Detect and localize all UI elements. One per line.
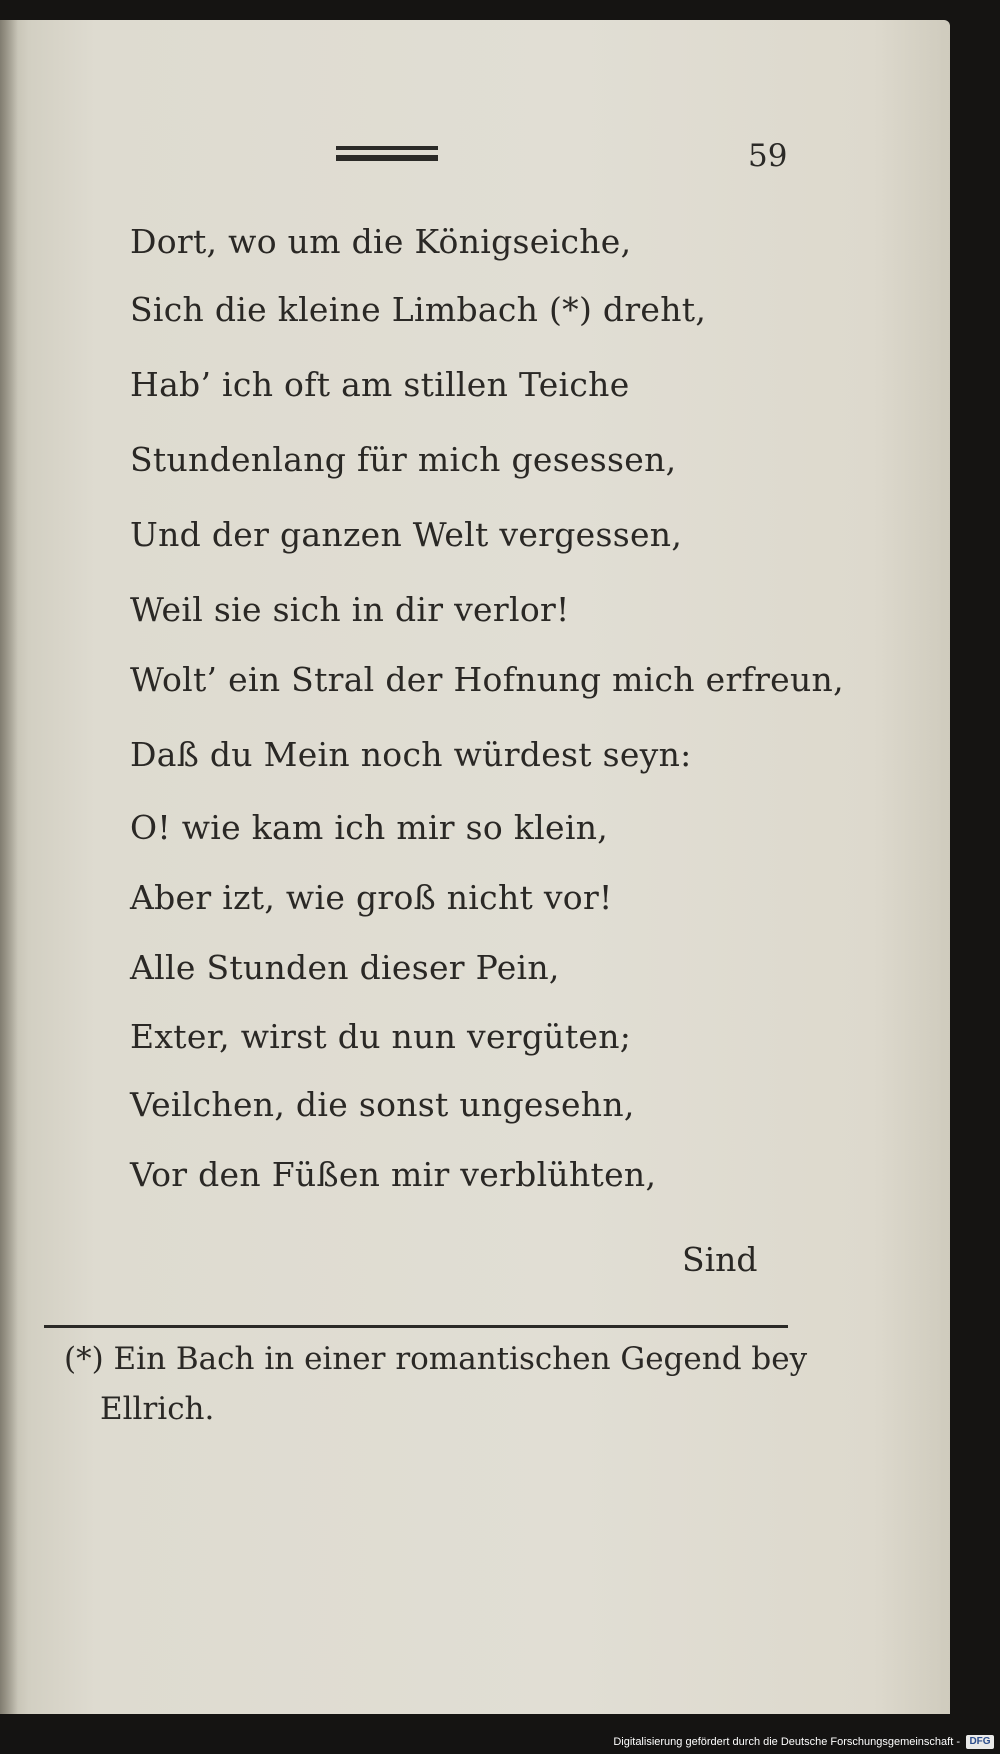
- digitization-credit: Digitalisierung gefördert durch die Deutsche Forschungsgemeinschaft -: [613, 1736, 960, 1748]
- verse-line: Veilchen, die sonst ungesehn,: [130, 1085, 635, 1124]
- verse-line: Sich die kleine Limbach (*) dreht,: [130, 290, 707, 329]
- verse-line: Alle Stunden dieser Pein,: [130, 948, 560, 987]
- verse-line: Weil sie sich in dir verlor!: [130, 590, 570, 629]
- verse-line: Vor den Füßen mir verblühten,: [130, 1155, 657, 1194]
- verse-line: Daß du Mein noch würdest seyn:: [130, 735, 692, 774]
- catchword: Sind: [682, 1240, 758, 1279]
- dfg-logo: DFG: [966, 1735, 994, 1749]
- page-number: 59: [748, 138, 788, 174]
- verse-line: Stundenlang für mich gesessen,: [130, 440, 677, 479]
- footnote-line-2: Ellrich.: [100, 1391, 215, 1427]
- page-gutter-shadow: [0, 20, 18, 1714]
- footnote-line-1: (*) Ein Bach in einer romantischen Gegend bey: [64, 1341, 808, 1377]
- verse-line: Wolt’ ein Stral der Hofnung mich erfreun,: [130, 660, 844, 699]
- verse-line: Exter, wirst du nun vergüten;: [130, 1017, 632, 1056]
- verse-line: O! wie kam ich mir so klein,: [130, 808, 609, 847]
- header-ornament-rule: [336, 146, 438, 150]
- footnote-rule: [44, 1325, 788, 1328]
- book-page: [0, 20, 950, 1714]
- verse-line: Dort, wo um die Königseiche,: [130, 222, 632, 261]
- verse-line: Und der ganzen Welt vergessen,: [130, 515, 683, 554]
- verse-line: Aber izt, wie groß nicht vor!: [130, 878, 613, 917]
- verse-line: Hab’ ich oft am stillen Teiche: [130, 365, 630, 404]
- header-ornament-rule-lower: [336, 155, 438, 161]
